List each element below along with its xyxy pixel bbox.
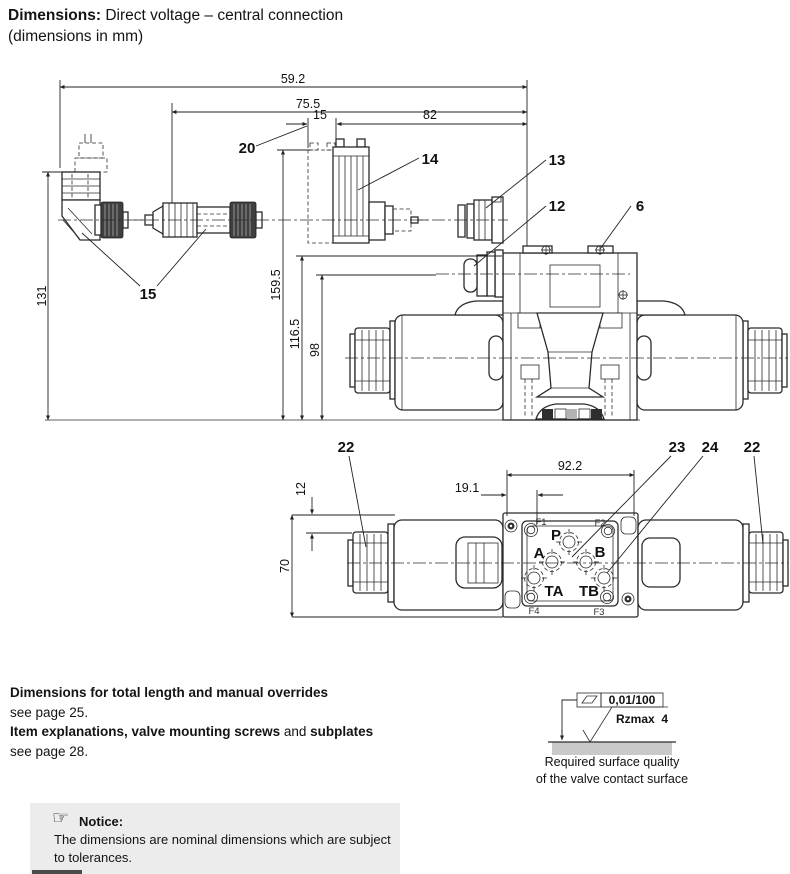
- screw-label-F3: F3: [593, 607, 605, 618]
- surface-quality-symbol: [536, 693, 688, 786]
- dim-92-2: 92.2: [557, 459, 583, 473]
- connector-angled-90deg: [62, 134, 128, 240]
- title-rest: Direct voltage – central connection: [101, 7, 344, 24]
- top-dimensions: [60, 72, 527, 250]
- item-13: 13: [548, 152, 566, 169]
- notice-label: Notice:: [79, 814, 124, 829]
- notice-text: The dimensions are nominal dimensions which are subject to tolerances.: [54, 832, 391, 865]
- dim-82: 82: [423, 108, 437, 122]
- port-label-A: A: [533, 545, 545, 562]
- port-label-TA: TA: [544, 583, 564, 600]
- roughness-value: Rzmax 4: [616, 712, 669, 726]
- item-24: 24: [701, 439, 719, 456]
- dim-59-2: 59.2: [280, 72, 306, 86]
- dim-159-5: 159.5: [269, 269, 283, 301]
- note-line2: see page 25.: [10, 704, 89, 720]
- screw-label-F4: F4: [528, 606, 540, 617]
- notice-header: [30, 803, 400, 829]
- surface-caption-line2: of the valve contact surface: [535, 772, 689, 786]
- port-label-TB: TB: [579, 583, 599, 600]
- title-bold: Dimensions:: [8, 7, 102, 24]
- pointing-hand-icon: ☞: [52, 808, 70, 829]
- item-22-left: 22: [337, 439, 355, 456]
- dim-131: 131: [35, 285, 49, 307]
- contact-surface-bar: [552, 742, 672, 755]
- item-20: 20: [238, 140, 256, 157]
- note-line4: see page 28.: [10, 743, 89, 759]
- side-view-valve: [45, 245, 788, 420]
- item-12: 12: [548, 198, 566, 215]
- bottom-view-valve: [292, 513, 788, 618]
- cable-gland-12: [464, 250, 503, 297]
- dim-15: 15: [313, 108, 327, 122]
- flatness-tolerance: 0,01/100: [608, 693, 656, 707]
- page-notes: [10, 683, 373, 761]
- dim-12: 12: [294, 482, 308, 496]
- dim-75-5: 75.5: [295, 97, 321, 111]
- mating-connector-14: [308, 139, 428, 243]
- surface-caption-line1: Required surface quality: [544, 755, 680, 769]
- port-label-P: P: [550, 527, 562, 544]
- note-line3: Item explanations, valve mounting screws and subplates: [10, 724, 374, 739]
- item-6: 6: [635, 198, 645, 215]
- port-label-B: B: [594, 544, 606, 561]
- dim-70: 70: [278, 559, 292, 573]
- notice-box: [30, 803, 400, 874]
- item-23: 23: [668, 439, 686, 456]
- screw-label-F2: F2: [594, 518, 606, 529]
- dim-98: 98: [308, 343, 322, 357]
- title-line2: (dimensions in mm): [8, 28, 144, 45]
- screw-label-F1: F1: [535, 517, 547, 528]
- note-line1: Dimensions for total length and manual overrides: [10, 685, 329, 700]
- item-15: 15: [139, 286, 157, 303]
- dim-116-5: 116.5: [288, 318, 302, 350]
- cropped-footer-artifact: [32, 870, 82, 874]
- flatness-icon: [582, 696, 597, 703]
- item-14: 14: [421, 151, 439, 168]
- item-22-right: 22: [743, 439, 761, 456]
- dim-19-1: 19.1: [454, 481, 480, 495]
